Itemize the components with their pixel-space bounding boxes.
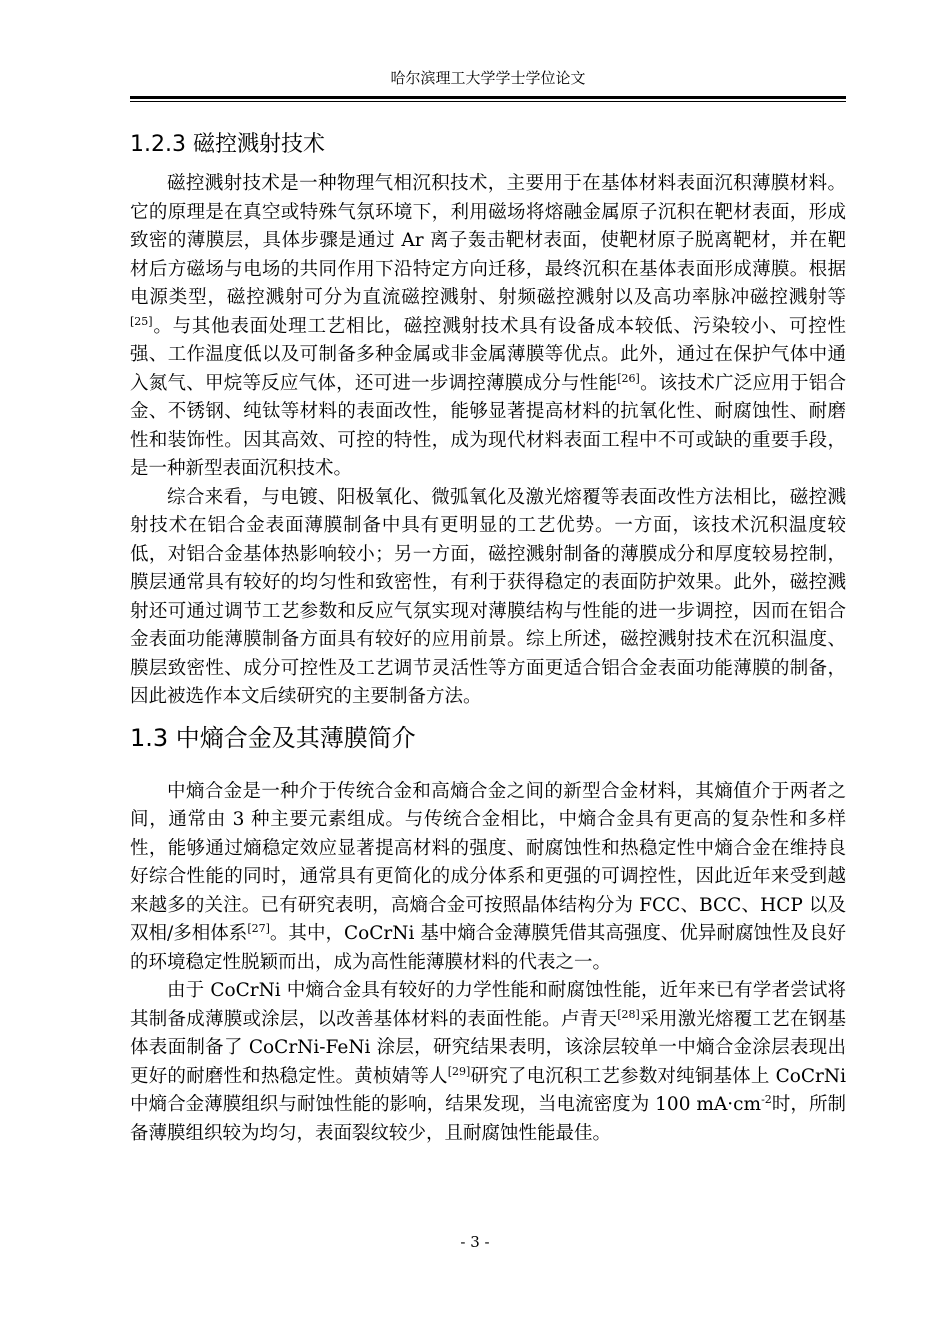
- citation-ref: [28]: [617, 1007, 640, 1021]
- citation-ref: [25]: [130, 314, 153, 328]
- running-header: 哈尔滨理工大学学士学位论文: [390, 69, 586, 87]
- text-run: 。与其他表面处理工艺相比，磁控溅射技术具有设备成本较低、污染较小、可控性强、工作温度低以及可制备多种金属或非金属薄膜等优点。此外，通过在保护气体中通入氮气、甲烷等反应气体，还可进一步调控薄膜成分与性能: [130, 315, 846, 394]
- header-rule-thick: [130, 96, 846, 99]
- text-run: 。该技术广泛应用于铝合金、不锈钢、纯钛等材料的表面改性，能够显著提高材料的抗氧化性、耐腐蚀性、耐磨性和装饰性。因其高效、可控的特性，成为现代材料表面工程中不可或缺的重要手段，是一种新型表面沉积技术。: [130, 372, 846, 479]
- paragraph-magnetron-intro: [130, 170, 846, 484]
- page-number: - 3 -: [460, 1233, 490, 1251]
- text-run: 由于 CoCrNi 中熵合金具有较好的力学性能和耐腐蚀性能，近年来已有学者尝试将其制备成薄膜或涂层，以改善基体材料的表面性能。卢青天: [130, 980, 846, 1030]
- paragraph-mea-research: [130, 977, 846, 1148]
- header-rule-thin: [130, 101, 846, 102]
- text-run: 。其中，CoCrNi 基中熵合金薄膜凭借其高强度、优异耐腐蚀性及良好的环境稳定性脱颖而出，成为高性能薄膜材料的代表之一。: [130, 923, 846, 973]
- text-run: 研究了电沉积工艺参数对纯铜基体上 CoCrNi 中熵合金薄膜组织与耐蚀性能的影响，结果发现，当电流密度为 100 mA·cm: [130, 1065, 846, 1115]
- text-run: 采用激光熔覆工艺在钢基体表面制备了 CoCrNi-FeNi 涂层，研究结果表明，该涂层较单一中熵合金涂层表现出更好的耐磨性和热稳定性。黄桢婧等人: [130, 1008, 846, 1087]
- text-run: 时，所制备薄膜组织较为均匀，表面裂纹较少，且耐腐蚀性能最佳。: [130, 1094, 846, 1144]
- text-run: 磁控溅射技术是一种物理气相沉积技术，主要用于在基体材料表面沉积薄膜材料。它的原理是在真空或特殊气氛环境下，利用磁场将熔融金属原子沉积在靶材表面，形成致密的薄膜层，具体步骤是通过 Ar 离子轰击靶材表面，使靶材原子脱离靶材，并在靶材后方磁场与电场的共同作用下沿特定方向迁移，最终沉积在基体表面形成薄膜。根据电源类型，磁控溅射可分为直流磁控溅射、射频磁控溅射以及高功率脉冲磁控溅射等: [130, 173, 846, 308]
- paragraph-mea-intro: [130, 778, 846, 978]
- section-heading-1-3: 1.3 中熵合金及其薄膜简介: [130, 723, 416, 752]
- citation-ref: [27]: [247, 921, 270, 935]
- citation-ref: [26]: [617, 371, 640, 385]
- paragraph-magnetron-summary: 综合来看，与电镀、阳极氧化、微弧氧化及激光熔覆等表面改性方法相比，磁控溅射技术在铝合金表面薄膜制备中具有更明显的工艺优势。一方面，该技术沉积温度较低，对铝合金基体热影响较小；另一方面，磁控溅射制备的薄膜成分和厚度较易控制，膜层通常具有较好的均匀性和致密性，有利于获得稳定的表面防护效果。此外，磁控溅射还可通过调节工艺参数和反应气氛实现对薄膜结构与性能的进一步调控，因而在铝合金表面功能薄膜制备方面具有较好的应用前景。综上所述，磁控溅射技术在沉积温度、膜层致密性、成分可控性及工艺调节灵活性等方面更适合铝合金表面功能薄膜的制备，因此被选作本文后续研究的主要制备方法。: [130, 486, 846, 707]
- unit-exponent: -2: [761, 1092, 772, 1106]
- section-heading-1-2-3: 1.2.3 磁控溅射技术: [130, 132, 325, 157]
- citation-ref: [29]: [447, 1064, 471, 1078]
- text-run: 中熵合金是一种介于传统合金和高熵合金之间的新型合金材料，其熵值介于两者之间，通常由 3 种主要元素组成。与传统合金相比，中熵合金具有更高的复杂性和多样性，能够通过熵稳定效应显著提高材料的强度、耐腐蚀性和热稳定性中熵合金在维持良好综合性能的同时，通常具有更简化的成分体系和更强的可调控性，因此近年来受到越来越多的关注。已有研究表明，高熵合金可按照晶体结构分为 FCC、BCC、HCP 以及双相/多相体系: [130, 780, 846, 944]
- page-body: [130, 128, 846, 1148]
